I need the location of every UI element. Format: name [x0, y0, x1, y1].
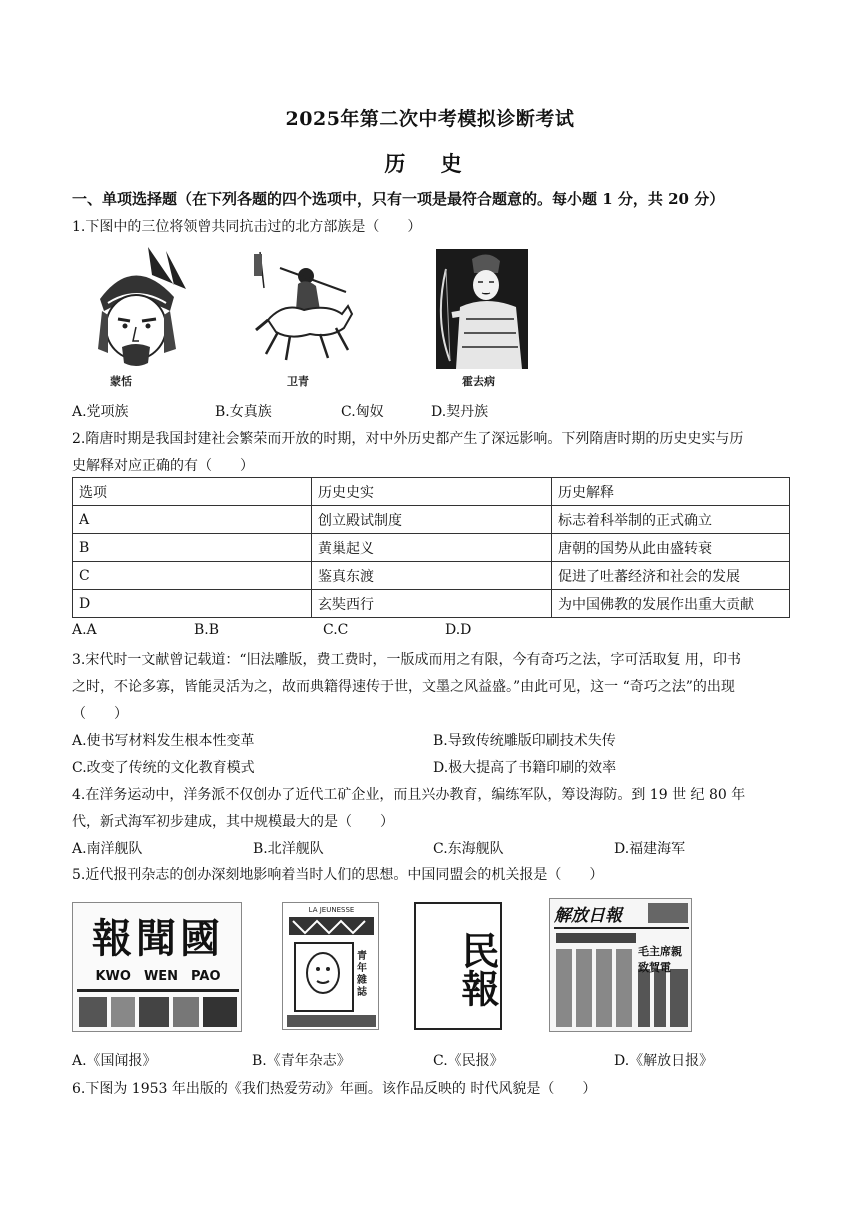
guowenbao-roman: KWO WEN PAO: [95, 969, 221, 984]
q2-option-c[interactable]: C.C: [323, 622, 349, 638]
q5-option-c[interactable]: C.《民报》: [433, 1053, 504, 1069]
subject-title: 历 史: [384, 151, 476, 176]
q5-option-a[interactable]: A.《国闻报》: [72, 1053, 157, 1069]
q2-option-d[interactable]: D.D: [445, 622, 472, 638]
question-2-stem-line1: 2.隋唐时期是我国封建社会繁荣而开放的时期，对中外历史都产生了深远影响。下列隋唐时期的历史史实与历: [72, 431, 744, 447]
question-4-line1: 4.在洋务运动中，洋务派不仅创办了近代工矿企业，而且兴办教育，编练军队，筹设海防。到 19 世 纪 80 年: [72, 787, 746, 803]
archer-portrait-icon: [436, 249, 528, 369]
question-3-line2: 之时，不论多寡，皆能灵活为之，故而典籍得速传于世，文墨之风益盛。”由此可见，这一 “奇巧之法”的出现: [72, 679, 735, 695]
question-3-line3: （ ）: [72, 706, 128, 722]
q4-option-a[interactable]: A.南洋舰队: [72, 841, 143, 857]
minbao-masthead: 民報: [455, 931, 500, 1007]
table-row: [73, 562, 790, 590]
table-cell: 玄奘西行: [312, 590, 552, 618]
q4-option-b[interactable]: B.北洋舰队: [253, 841, 324, 857]
q1-option-a[interactable]: A.党项族: [72, 404, 129, 420]
table-header-cell: 历史史实: [312, 478, 552, 506]
q4-option-d[interactable]: D.福建海军: [614, 841, 686, 857]
table-cell: 创立殿试制度: [312, 506, 552, 534]
q5-option-b[interactable]: B.《青年杂志》: [252, 1053, 351, 1069]
q3-option-a[interactable]: A.使书写材料发生根本性变革: [72, 733, 255, 749]
table-row: [73, 534, 790, 562]
table-cell: D: [73, 590, 312, 618]
caption-mengtian: 蒙恬: [110, 375, 132, 388]
q3-option-d[interactable]: D.极大提高了书籍印刷的效率: [433, 760, 617, 776]
caption-weiqing: 卫青: [287, 375, 309, 388]
table-header-row: [73, 478, 790, 506]
q3-option-b[interactable]: B.导致传统雕版印刷技术失传: [433, 733, 616, 749]
table-cell: C: [73, 562, 312, 590]
q1-option-b[interactable]: B.女真族: [215, 404, 272, 420]
table-header-cell: 选项: [73, 478, 312, 506]
question-6-stem: 6.下图为 1953 年出版的《我们热爱劳动》年画。该作品反映的 时代风貌是（ ）: [72, 1081, 597, 1097]
question-2-stem-line2: 史解释对应正确的有（ ）: [72, 458, 254, 474]
magazine-masthead: LA JEUNESSE: [308, 906, 355, 914]
newspaper-jiefang-icon: [549, 898, 692, 1032]
table-cell: 标志着科举制的正式确立: [552, 506, 790, 534]
table-cell: A: [73, 506, 312, 534]
caption-huoqubing: 霍去病: [462, 375, 495, 388]
horseman-icon: [250, 248, 356, 368]
guowenbao-masthead: 報聞國: [92, 915, 224, 962]
q3-option-c[interactable]: C.改变了传统的文化教育模式: [72, 760, 255, 776]
q5-option-d[interactable]: D.《解放日报》: [614, 1053, 714, 1069]
magazine-cover-icon: [282, 902, 379, 1030]
table-row: [73, 506, 790, 534]
q1-option-c[interactable]: C.匈奴: [341, 404, 384, 420]
question-5-stem: 5.近代报刊杂志的创办深刻地影响着当时人们的思想。中国同盟会的机关报是（ ）: [72, 867, 604, 883]
exam-title: 2025年第二次中考模拟诊断考试: [285, 108, 575, 130]
history-table: [72, 477, 790, 618]
question-3-line1: 3.宋代时一文献曾记载道：“旧法雕版，费工费时，一版成而用之有限，今有奇巧之法，字可活取复 用，印书: [72, 652, 741, 668]
jiefang-masthead: 解放日報: [554, 906, 622, 926]
table-row: [73, 590, 790, 618]
table-cell: 鉴真东渡: [312, 562, 552, 590]
table-cell: 为中国佛教的发展作出重大贡献: [552, 590, 790, 618]
question-4-line2: 代，新式海军初步建成，其中规模最大的是（ ）: [72, 814, 394, 830]
q2-option-b[interactable]: B.B: [194, 622, 220, 638]
q2-option-a[interactable]: A.A: [72, 622, 97, 638]
table-cell: 促进了吐蕃经济和社会的发展: [552, 562, 790, 590]
newspaper-guowenbao-icon: [72, 902, 242, 1032]
q1-option-d[interactable]: D.契丹族: [431, 404, 489, 420]
table-header-cell: 历史解释: [552, 478, 790, 506]
q4-option-c[interactable]: C.东海舰队: [433, 841, 504, 857]
section-heading: 一、单项选择题（在下列各题的四个选项中，只有一项是最符合题意的。每小题 1 分，共 20 分）: [72, 190, 725, 208]
question-1-stem: 1.下图中的三位将领曾共同抗击过的北方部族是（ ）: [72, 219, 422, 235]
newspaper-minbao-icon: [414, 902, 502, 1030]
table-cell: 唐朝的国势从此由盛转衰: [552, 534, 790, 562]
magazine-side-title: 青年雜誌: [357, 951, 367, 998]
jiefang-headline: 毛主席親致賀電: [638, 945, 682, 974]
general-portrait-icon: [78, 245, 196, 371]
table-cell: B: [73, 534, 312, 562]
table-cell: 黄巢起义: [312, 534, 552, 562]
